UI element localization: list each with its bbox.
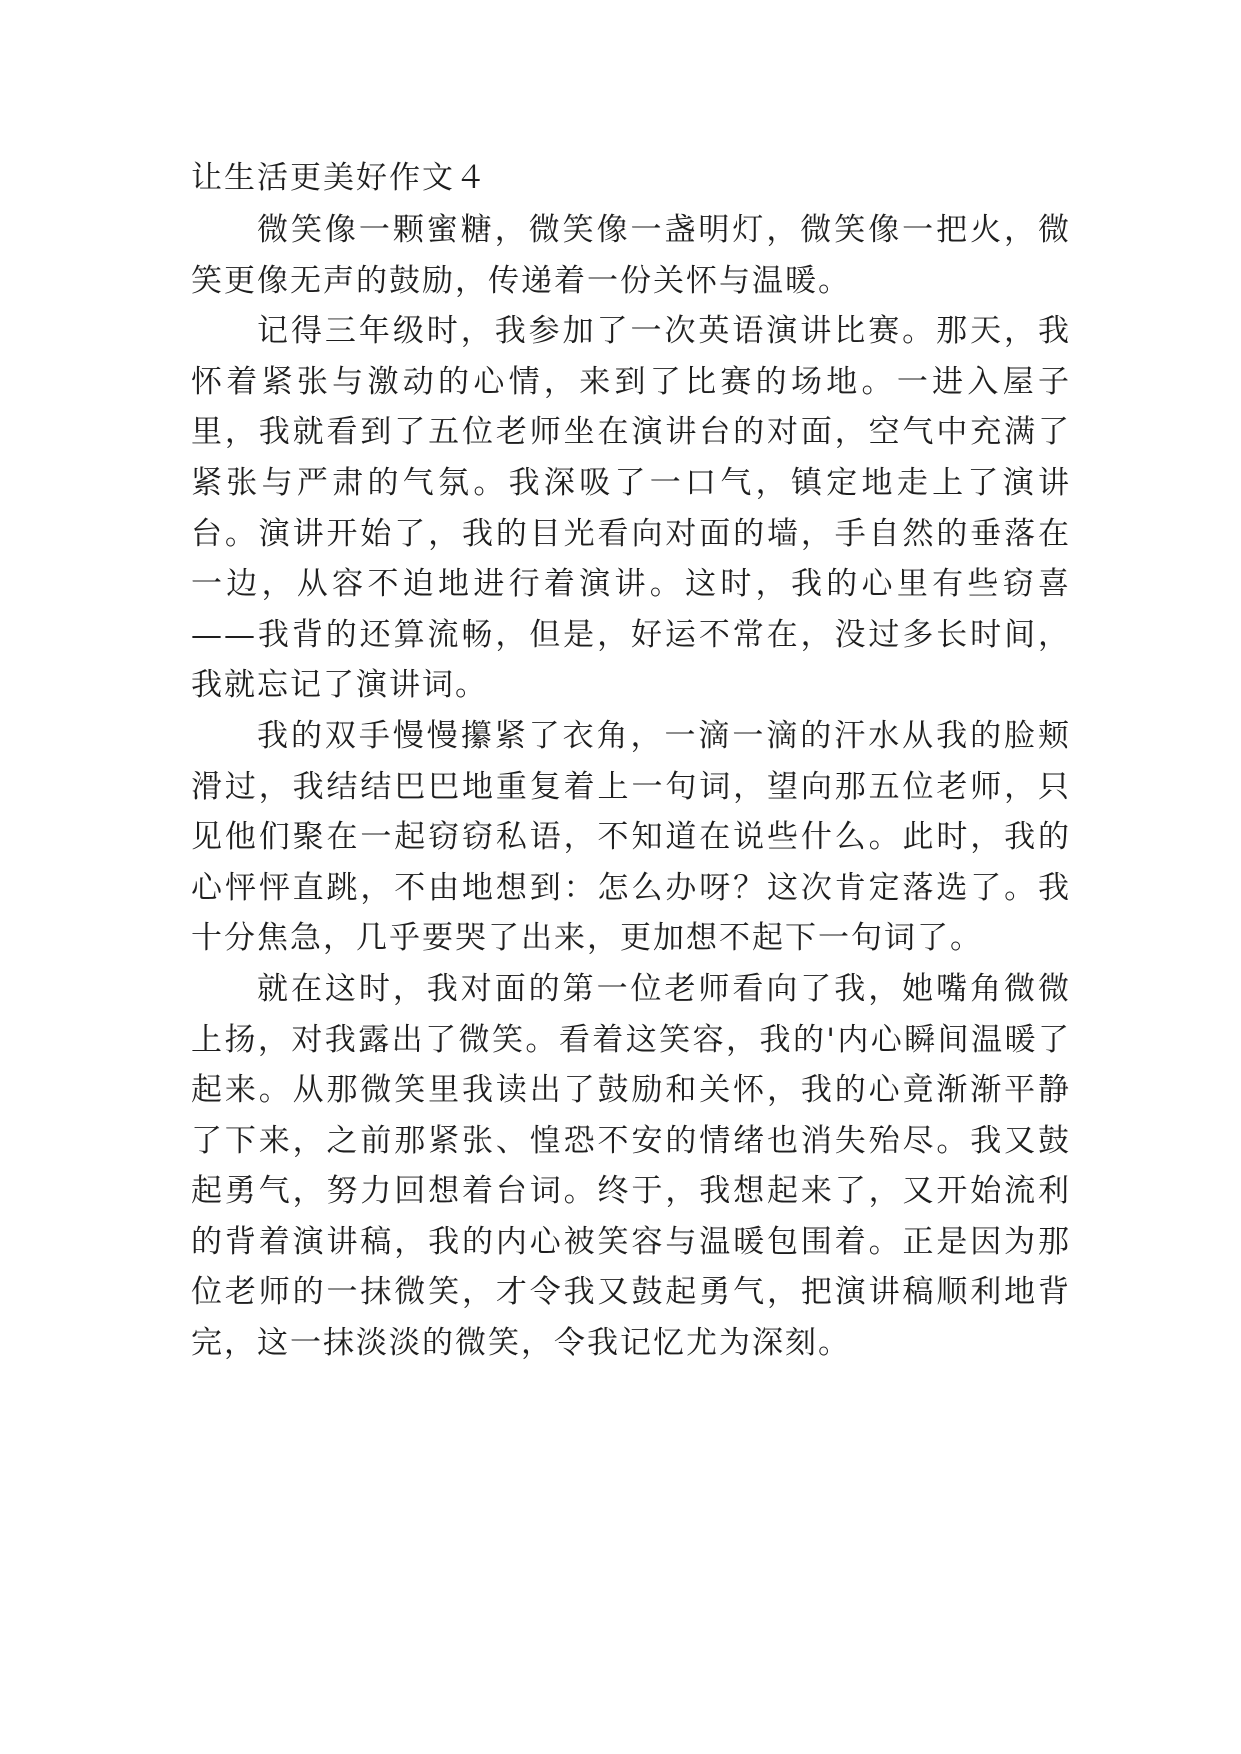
- paragraph-2: 记得三年级时，我参加了一次英语演讲比赛。那天，我怀着紧张与激动的心情，来到了比赛的场地。一进入屋子里，我就看到了五位老师坐在演讲台的对面，空气中充满了紧张与严肃的气氛。我深吸了一口气，镇定地走上了演讲台。演讲开始了，我的目光看向对面的墙，手自然的垂落在一边，从容不迫地进行着演讲。这时，我的心里有些窃喜——我背的还算流畅，但是，好运不常在，没过多长时间，我就忘记了演讲词。: [191, 313, 1071, 704]
- paragraph-4: 就在这时，我对面的第一位老师看向了我，她嘴角微微上扬，对我露出了微笑。看着这笑容，我的'内心瞬间温暖了起来。从那微笑里我读出了鼓励和关怀，我的心竟渐渐平静了下来，之前那紧张、惶恐不安的情绪也消失殆尽。我又鼓起勇气，努力回想着台词。终于，我想起来了，又开始流利的背着演讲稿，我的内心被笑容与温暖包围着。正是因为那位老师的一抹微笑，才令我又鼓起勇气，把演讲稿顺利地背完，这一抹淡淡的微笑，令我记忆尤为深刻。: [191, 970, 1071, 1362]
- essay-body: [191, 158, 1071, 1369]
- essay-title: 让生活更美好作文４: [191, 160, 488, 196]
- paragraph-1: 微笑像一颗蜜糖，微笑像一盏明灯，微笑像一把火，微笑更像无声的鼓励，传递着一份关怀与温暖。: [191, 212, 1071, 299]
- paragraph-3: 我的双手慢慢攥紧了衣角，一滴一滴的汗水从我的脸颊滑过，我结结巴巴地重复着上一句词，望向那五位老师，只见他们聚在一起窃窃私语，不知道在说些什么。此时，我的心怦怦直跳，不由地想到：怎么办呀？这次肯定落选了。我十分焦急，几乎要哭了出来，更加想不起下一句词了。: [191, 717, 1071, 957]
